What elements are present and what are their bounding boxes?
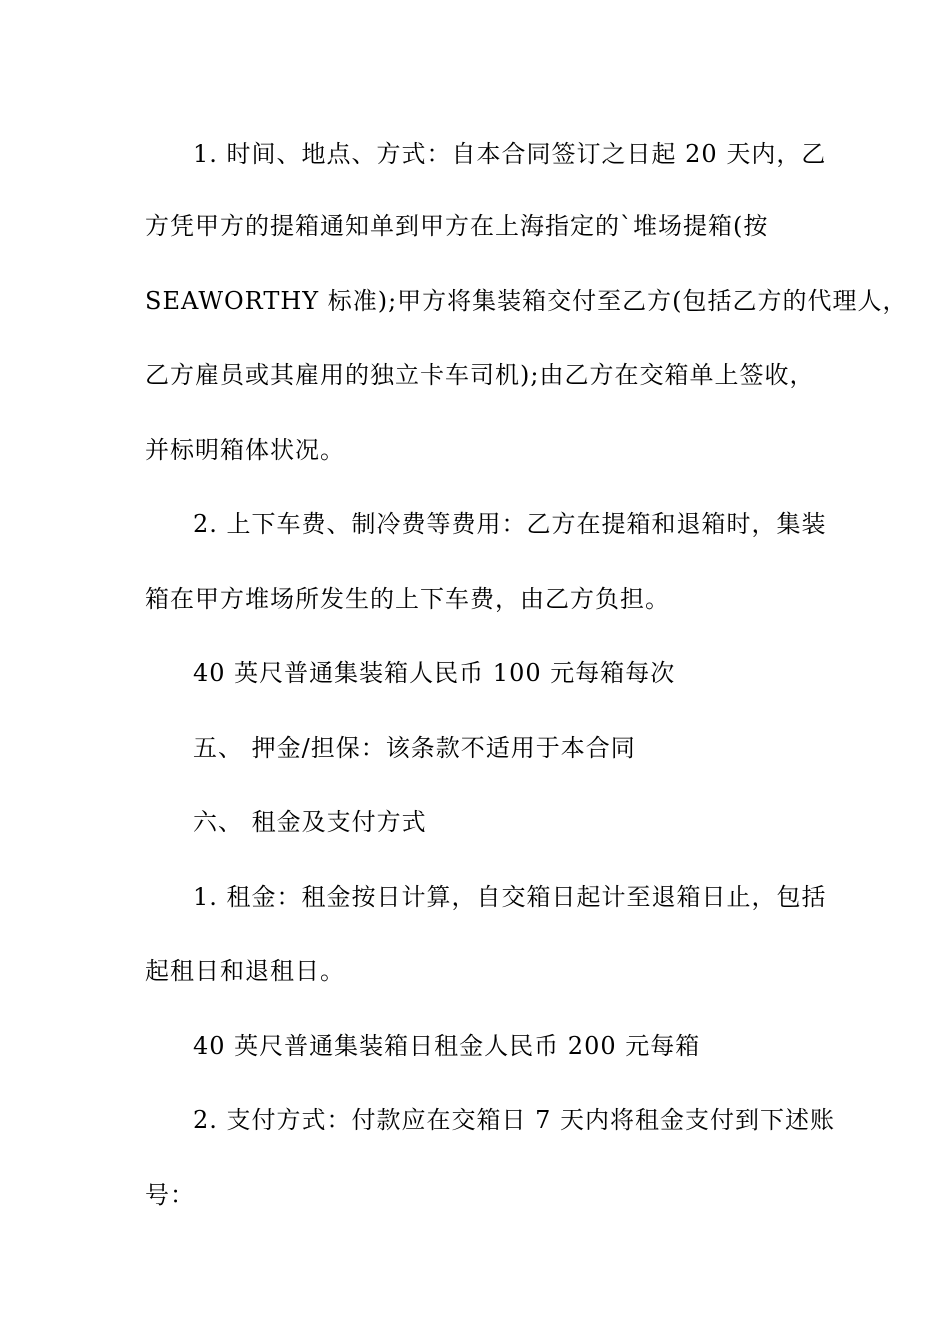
section-6-heading: 六、 租金及支付方式 [193,808,427,836]
clause-1-line-4: 乙方雇员或其雇用的独立卡车司机);由乙方在交箱单上签收， [145,361,815,389]
rent-clause-line-1: 1. 租金：租金按日计算，自交箱日起计至退箱日止，包括 [193,883,827,911]
rent-clause-line-2: 起租日和退租日。 [145,957,345,985]
clause-1-line-5: 并标明箱体状况。 [145,436,345,464]
daily-rent-line: 40 英尺普通集装箱日租金人民币 200 元每箱 [193,1032,701,1060]
handling-fee-line: 40 英尺普通集装箱人民币 100 元每箱每次 [193,659,676,687]
clause-2-line-1: 2. 上下车费、制冷费等费用：乙方在提箱和退箱时，集装 [193,510,827,538]
clause-2-line-2: 箱在甲方堆场所发生的上下车费，由乙方负担。 [145,585,670,613]
clause-1-line-2: 方凭甲方的提箱通知单到甲方在上海指定的`堆场提箱(按 [145,212,769,240]
section-5-heading: 五、 押金/担保：该条款不适用于本合同 [193,734,636,762]
clause-1-line-1: 1. 时间、地点、方式：自本合同签订之日起 20 天内，乙 [193,140,827,168]
payment-clause-line-2: 号： [145,1181,195,1209]
clause-1-line-3: SEAWORTHY 标准);甲方将集装箱交付至乙方(包括乙方的代理人， [145,287,908,315]
payment-clause-line-1: 2. 支付方式：付款应在交箱日 7 天内将租金支付到下述账 [193,1106,836,1134]
